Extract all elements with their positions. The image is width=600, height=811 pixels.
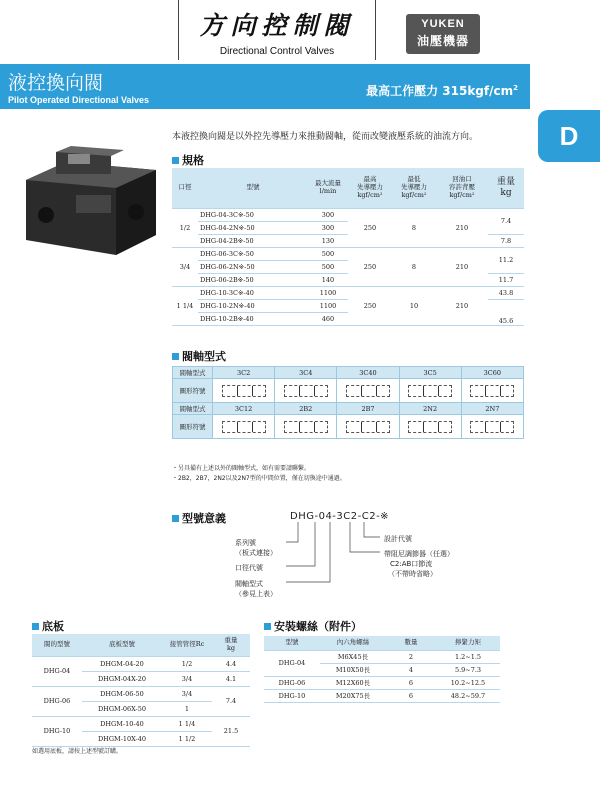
spec-weight: 45.6	[488, 299, 524, 325]
bolts-screw: M12X60長	[320, 676, 386, 689]
spool-type: 2B2	[275, 403, 337, 415]
banner-subtitle: Pilot Operated Directional Valves	[8, 95, 150, 105]
spec-back: 210	[436, 286, 488, 325]
bolts-header-row	[264, 636, 500, 650]
bolts-header-qty: 數量	[386, 636, 436, 650]
model-damper-sub1: C2:AB口節流	[390, 560, 433, 568]
bolts-header-model: 型號	[264, 636, 320, 650]
spool-note-1: ・另具備有上述以外的閥軸型式，如有需要請聯繫。	[172, 465, 311, 472]
model-design: 設計代號	[384, 535, 412, 543]
bolts-qty: 6	[386, 676, 436, 689]
spec-size: 1 1/4	[172, 286, 198, 325]
spool-type: 3C5	[399, 367, 461, 379]
spec-header-pmax: 最高 先導壓力 kgf/cm²	[348, 168, 392, 208]
spec-header-flow: 最大流量 l/min	[308, 168, 348, 208]
spool-note-2: ・2B2，2B7，2N2以及2N7型的中間位置，僅在切換途中通過。	[172, 475, 346, 482]
subplate-table	[32, 634, 250, 747]
subplate-weight: 7.4	[212, 686, 250, 716]
max-pressure	[366, 82, 518, 99]
subplate-header-pipe: 接管管徑Rc	[162, 634, 212, 656]
model-code-section-title: 型號意義	[172, 510, 226, 526]
valve-symbol-icon	[470, 421, 514, 433]
model-spool-sub: （參見上表）	[235, 590, 277, 598]
spec-model: DHG-04-2N※-50	[198, 221, 308, 234]
subplate-header-valve: 閥的型號	[32, 634, 82, 656]
table-row	[173, 379, 524, 403]
bolts-torque: 10.2~12.5	[436, 676, 500, 689]
bolts-header-screw: 內六角螺絲	[320, 636, 386, 650]
spec-header-weight: 重量 kg	[488, 168, 524, 208]
model-size: 口徑代號	[235, 564, 263, 572]
table-row	[172, 208, 524, 221]
subplate-plate: DHGM-06-50	[82, 686, 162, 701]
spec-weight: 7.4	[488, 208, 524, 234]
table-row	[173, 415, 524, 439]
spec-header-model: 型號	[198, 168, 308, 208]
spec-flow: 1100	[308, 286, 348, 299]
valve-symbol-icon	[346, 385, 390, 397]
spool-type: 2B7	[337, 403, 399, 415]
spec-header-pmin: 最低 先導壓力 kgf/cm²	[392, 168, 436, 208]
subplate-pipe: 1	[162, 701, 212, 716]
table-row	[173, 403, 524, 415]
max-pressure-unit: 2	[513, 84, 518, 92]
subplate-plate: DHGM-10-40	[82, 716, 162, 731]
spec-pmax: 250	[348, 247, 392, 286]
subplate-pipe: 1 1/2	[162, 731, 212, 746]
subplate-plate: DHGM-10X-40	[82, 731, 162, 746]
spec-model: DHG-04-2B※-50	[198, 234, 308, 247]
subplate-valve: DHG-06	[32, 686, 82, 716]
chapter-tab: D	[538, 110, 600, 162]
spec-flow: 130	[308, 234, 348, 247]
logo-text: YUKEN	[421, 18, 465, 30]
spool-symbol	[461, 415, 523, 439]
spool-type: 3C4	[275, 367, 337, 379]
spec-header-row	[172, 168, 524, 208]
bolts-torque: 1.2~1.5	[436, 650, 500, 663]
spec-table	[172, 168, 524, 326]
valve-symbol-icon	[284, 421, 328, 433]
bolts-qty: 6	[386, 689, 436, 702]
subplate-section-title: 底板	[32, 618, 64, 634]
bolts-screw: M10X50長	[320, 663, 386, 676]
spool-symbol	[399, 415, 461, 439]
max-pressure-text: 最高工作壓力 315kgf/cm	[366, 84, 514, 98]
spec-pmax: 250	[348, 286, 392, 325]
bolts-torque: 5.9~7.3	[436, 663, 500, 676]
spool-symbol	[275, 415, 337, 439]
bolts-section-title: 安裝螺絲（附件）	[264, 618, 362, 634]
spool-symbol	[213, 379, 275, 403]
spec-size: 3/4	[172, 247, 198, 286]
spec-model: DHG-04-3C※-50	[198, 208, 308, 221]
subplate-pipe: 3/4	[162, 686, 212, 701]
valve-symbol-icon	[284, 385, 328, 397]
table-row	[32, 656, 250, 671]
model-series-sub: （板式連接）	[235, 549, 277, 557]
spec-model: DHG-10-2B※-40	[198, 312, 308, 325]
table-row	[32, 716, 250, 731]
bolts-model: DHG-04	[264, 650, 320, 676]
spool-symbol	[275, 379, 337, 403]
subplate-weight: 21.5	[212, 716, 250, 746]
spec-model: DHG-10-3C※-40	[198, 286, 308, 299]
spool-section-title: 閥軸型式	[172, 348, 226, 364]
subplate-note: 如選用底板，請按上述型號訂購。	[32, 748, 123, 755]
section-banner	[0, 64, 530, 109]
valve-symbol-icon	[408, 421, 452, 433]
spool-symbol	[337, 379, 399, 403]
bolts-screw: M20X75長	[320, 689, 386, 702]
bolts-torque: 48.2~59.7	[436, 689, 500, 702]
spec-back: 210	[436, 247, 488, 286]
valve-symbol-icon	[408, 385, 452, 397]
subplate-header-plate: 底板型號	[82, 634, 162, 656]
spec-flow: 300	[308, 221, 348, 234]
spec-weight: 43.8	[488, 286, 524, 299]
logo-subtext: 油壓機器	[416, 34, 469, 48]
valve-symbol-icon	[470, 385, 514, 397]
table-row	[264, 689, 500, 702]
valve-symbol-icon	[222, 385, 266, 397]
bolts-screw: M6X45長	[320, 650, 386, 663]
spec-flow: 140	[308, 273, 348, 286]
model-spool: 閥軸型式	[235, 580, 263, 588]
model-code: DHG-04-3C2-C2-※	[290, 511, 390, 522]
valve-symbol-icon	[346, 421, 390, 433]
spec-pmax: 250	[348, 208, 392, 247]
table-row	[32, 686, 250, 701]
spool-type: 3C12	[213, 403, 275, 415]
spool-symbol-label: 圖形符號	[173, 415, 213, 439]
spool-symbol-label: 圖形符號	[173, 379, 213, 403]
valve-symbol-icon	[222, 421, 266, 433]
bolts-qty: 2	[386, 650, 436, 663]
spec-pmin: 8	[392, 208, 436, 247]
spec-model: DHG-10-2N※-40	[198, 299, 308, 312]
page-subtitle: Directional Control Valves	[219, 46, 335, 57]
subplate-pipe: 1 1/4	[162, 716, 212, 731]
spool-type: 2N7	[461, 403, 523, 415]
subplate-pipe: 1/2	[162, 656, 212, 671]
spool-symbol	[399, 379, 461, 403]
spec-flow: 500	[308, 247, 348, 260]
page-title: 方向控制閥	[199, 11, 355, 40]
spec-section-title: 規格	[172, 152, 204, 168]
spec-header-size: 口徑	[172, 168, 198, 208]
header-title-box	[178, 0, 376, 60]
subplate-plate: DHGM-04X-20	[82, 671, 162, 686]
spec-model: DHG-06-3C※-50	[198, 247, 308, 260]
spec-back: 210	[436, 208, 488, 247]
spec-header-back: 回油口 容許背壓 kgf/cm²	[436, 168, 488, 208]
model-damper-sub2: （不帶時省略）	[388, 570, 437, 578]
table-row	[264, 650, 500, 663]
subplate-plate: DHGM-06X-50	[82, 701, 162, 716]
spool-type: 2N2	[399, 403, 461, 415]
banner-title: 液控換向閥	[8, 72, 104, 94]
subplate-weight: 4.1	[212, 671, 250, 686]
spool-type: 3C40	[337, 367, 399, 379]
table-row	[173, 367, 524, 379]
spec-weight: 11.7	[488, 273, 524, 286]
spool-type: 3C2	[213, 367, 275, 379]
spec-flow: 500	[308, 260, 348, 273]
spec-flow: 460	[308, 312, 348, 325]
bolts-table	[264, 636, 500, 703]
subplate-header-weight: 重量 kg	[212, 634, 250, 656]
spec-flow: 300	[308, 208, 348, 221]
spool-type: 3C60	[461, 367, 523, 379]
spec-weight: 7.8	[488, 234, 524, 247]
subplate-pipe: 3/4	[162, 671, 212, 686]
bolts-model: DHG-10	[264, 689, 320, 702]
table-row	[172, 286, 524, 299]
yuken-logo	[406, 14, 480, 54]
bolts-qty: 4	[386, 663, 436, 676]
bolts-model: DHG-06	[264, 676, 320, 689]
spec-pmin: 8	[392, 247, 436, 286]
subplate-plate: DHGM-04-20	[82, 656, 162, 671]
model-series: 系列號	[235, 539, 256, 547]
intro-text: 本液控換向閥是以外控先導壓力來推動閥軸，從而改變液壓系統的油流方向。	[172, 132, 479, 142]
spool-symbol	[337, 415, 399, 439]
spec-size: 1/2	[172, 208, 198, 247]
valve-illustration	[16, 140, 166, 260]
spool-type-label: 閥軸型式	[173, 367, 213, 379]
spool-symbol	[213, 415, 275, 439]
subplate-weight: 4.4	[212, 656, 250, 671]
table-row	[172, 247, 524, 260]
subplate-valve: DHG-04	[32, 656, 82, 686]
spool-type-label: 閥軸型式	[173, 403, 213, 415]
spec-weight: 11.2	[488, 247, 524, 273]
spec-model: DHG-06-2B※-50	[198, 273, 308, 286]
spool-symbol	[461, 379, 523, 403]
spec-model: DHG-06-2N※-50	[198, 260, 308, 273]
spool-table	[172, 366, 524, 439]
table-row	[264, 676, 500, 689]
spec-pmin: 10	[392, 286, 436, 325]
subplate-header-row	[32, 634, 250, 656]
model-damper: 帶阻尼調節器（任選）	[384, 550, 454, 558]
subplate-valve: DHG-10	[32, 716, 82, 746]
spec-flow: 1100	[308, 299, 348, 312]
bolts-header-torque: 擰緊力矩	[436, 636, 500, 650]
